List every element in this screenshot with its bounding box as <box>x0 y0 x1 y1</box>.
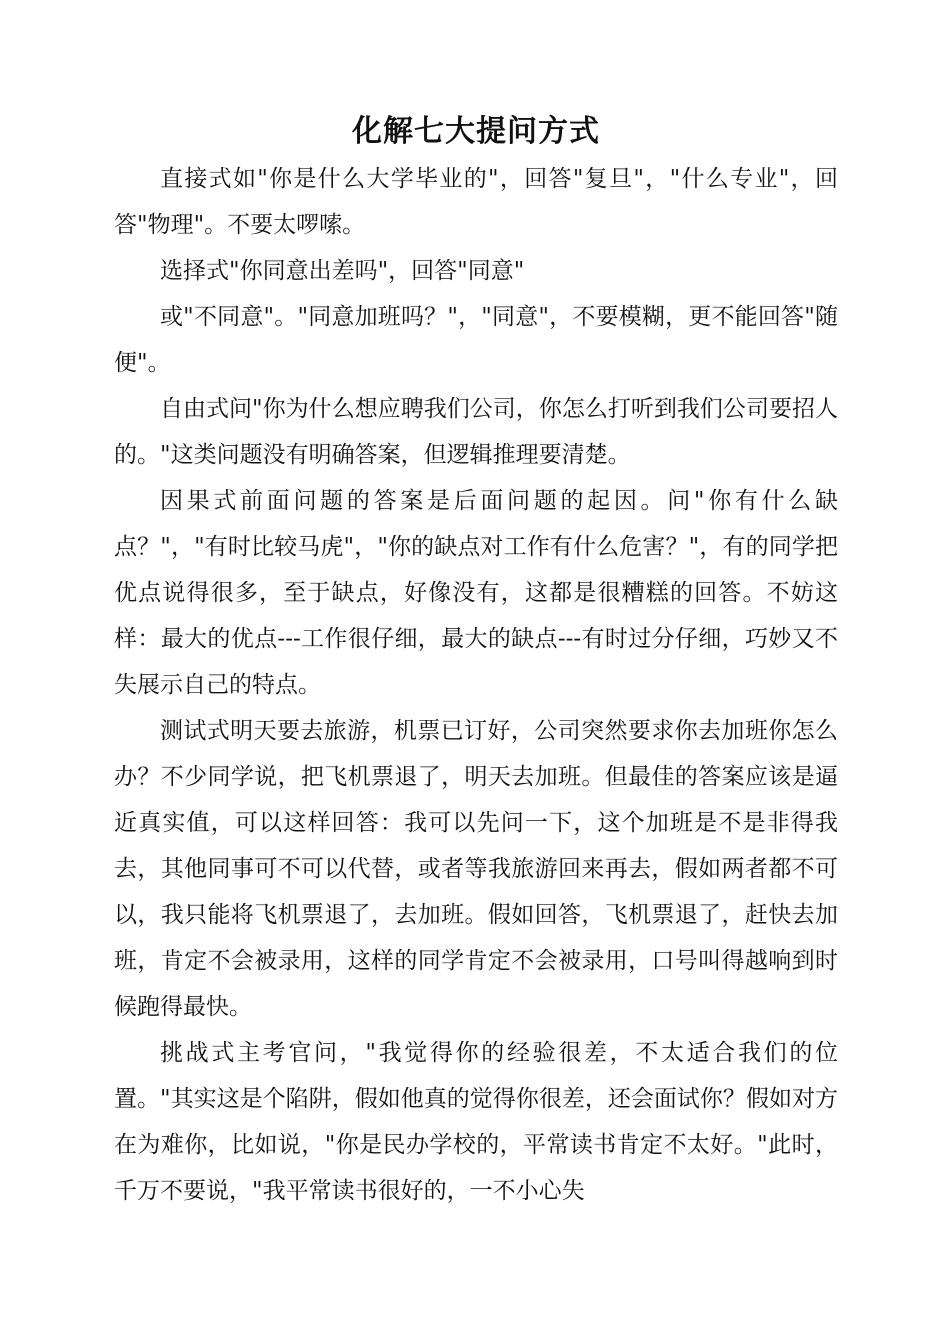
paragraph-choice-continued: 或"不同意"。"同意加班吗？"，"同意"，不要模糊，更不能回答"随便"。 <box>114 304 838 376</box>
document-title: 化解七大提问方式 <box>352 114 600 149</box>
paragraph-causal: 因果式前面问题的答案是后面问题的起因。问"你有什么缺点？"，"有时比较马虎"，"你的缺点对工作有什么危害？"，有的同学把优点说得很多，至于缺点，好像没有，这都是很糟糕的回答。不妨这样：最大的优点---工作很仔细，最大的缺点---有时过分仔细，巧妙又不失展示自己的特点。 <box>114 488 838 698</box>
document-page <box>114 108 838 1214</box>
paragraph-test: 测试式明天要去旅游，机票已订好，公司突然要求你去加班你怎么办？不少同学说，把飞机票退了，明天去加班。但最佳的答案应该是逼近真实值，可以这样回答：我可以先问一下，这个加班是不是非得我去，其他同事可不可以代替，或者等我旅游回来再去，假如两者都不可以，我只能将飞机票退了，去加班。假如回答，飞机票退了，赶快去加班，肯定不会被录用，这样的同学肯定不会被录用，口号叫得越响到时候跑得最快。 <box>114 718 838 1020</box>
paragraph-free: 自由式问"你为什么想应聘我们公司，你怎么打听到我们公司要招人的。"这类问题没有明确答案，但逻辑推理要清楚。 <box>114 396 838 468</box>
paragraph-challenge: 挑战式主考官问，"我觉得你的经验很差，不太适合我们的位置。"其实这是个陷阱，假如他真的觉得你很差，还会面试你？假如对方在为难你，比如说，"你是民办学校的，平常读书肯定不太好。"此时，千万不要说，"我平常读书很好的，一不小心失 <box>114 1040 838 1204</box>
paragraph-direct: 直接式如"你是什么大学毕业的"，回答"复旦"，"什么专业"，回答"物理"。不要太啰嗦。 <box>114 166 838 238</box>
paragraph-choice: 选择式"你同意出差吗"，回答"同意" <box>160 258 525 284</box>
